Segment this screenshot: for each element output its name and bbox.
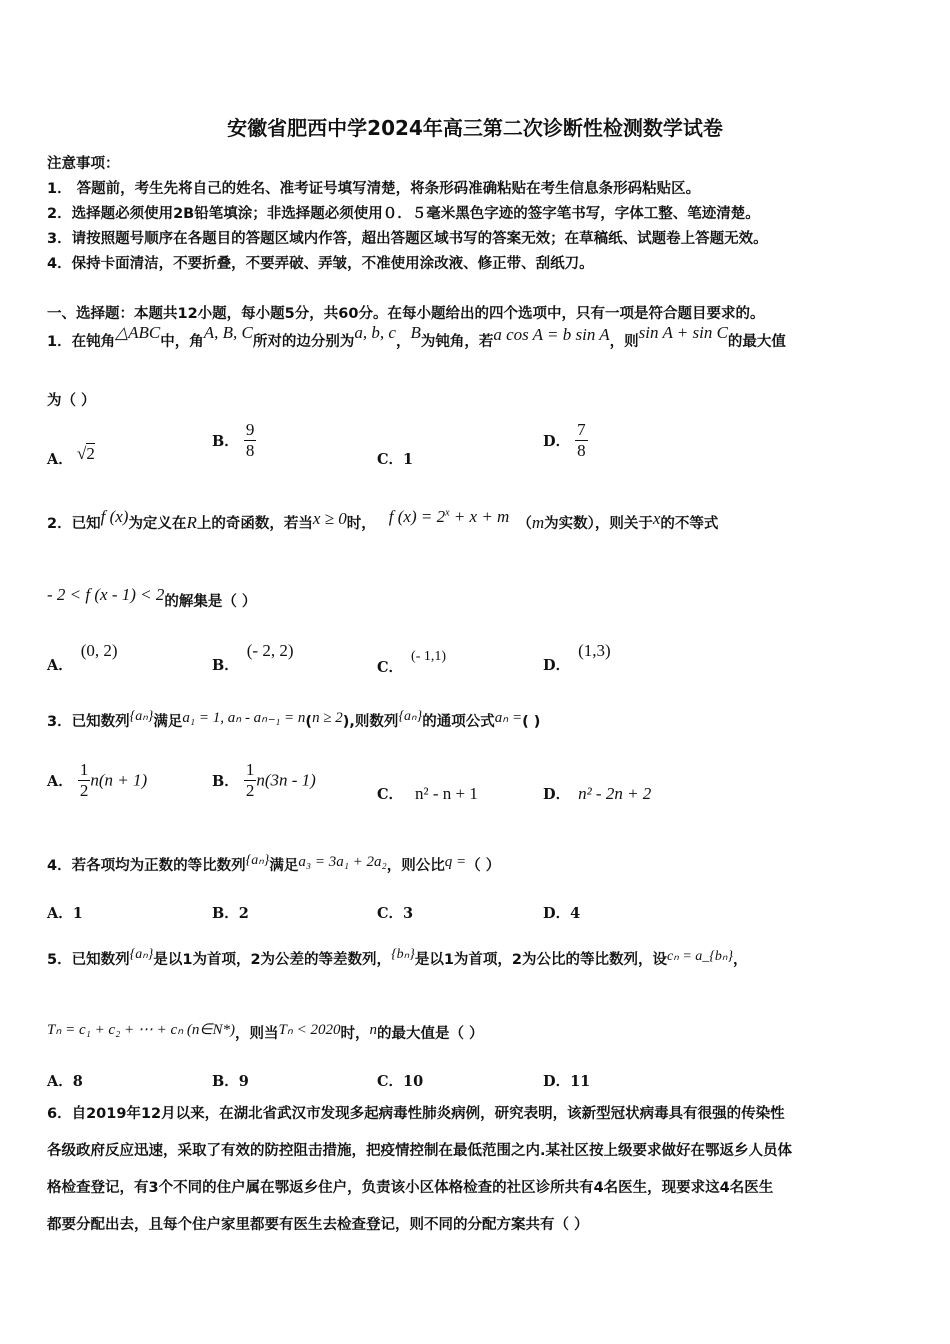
q3-option-c[interactable]: C． n² - n + 1	[377, 784, 478, 803]
question-5-line-2: Tₙ = c₁ + c₂ + ⋯ + cₙ (n∈N*)，则当Tₙ < 2020时，n的最大值是（ ）	[47, 1022, 484, 1042]
q2-option-d[interactable]: D．(1,3)	[543, 641, 611, 674]
notice-item-1: 1． 答题前，考生先将自己的姓名、准考证号填写清楚，将条形码准确粘贴在考生信息条形码粘贴区。	[47, 181, 701, 197]
q1-option-b[interactable]: B． $\frac{9}{8}$	[212, 420, 255, 460]
q1-option-c[interactable]: C．1	[377, 451, 414, 468]
question-1-line-2: 为（ ）	[47, 393, 96, 409]
question-6	[47, 1096, 905, 1244]
q4-option-b[interactable]: B．2	[212, 905, 249, 922]
question-2-line-1: 2．已知f (x)为定义在R上的奇函数，若当x ≥ 0时， f $(x) = 2^x + x + m$ （m为实数），则关于x的不等式	[47, 507, 719, 532]
q1-option-d[interactable]: D． $\frac{7}{8}$	[543, 420, 586, 460]
question-2-line-2: - 2 < f (x - 1) < 2的解集是（ ）	[47, 585, 257, 610]
question-3: 3．已知数列{aₙ}满足a₁ = 1, aₙ - aₙ₋₁ = n(n ≥ 2),则数列{aₙ}的通项公式aₙ =( )	[47, 709, 541, 730]
notice-item-4: 4．保持卡面清洁，不要折叠，不要弄破、弄皱，不准使用涂改液、修正带、刮纸刀。	[47, 256, 594, 272]
question-4: 4．若各项均为正数的等比数列{aₙ}满足a₃ = 3a₁ + 2a₂，则公比q =（ ）	[47, 853, 501, 874]
q4-option-a[interactable]: A．1	[47, 905, 83, 922]
q4-option-c[interactable]: C．3	[377, 905, 414, 922]
q2-option-c[interactable]: C．(- 1,1)	[377, 649, 447, 676]
q2-option-b[interactable]: B．(- 2, 2)	[212, 641, 294, 674]
notice-item-3: 3．请按照题号顺序在各题目的答题区域内作答，超出答题区域书写的答案无效；在草稿纸、试题卷上答题无效。	[47, 231, 768, 247]
page-title: 安徽省肥西中学2024年高三第二次诊断性检测数学试卷	[227, 116, 723, 140]
q3-option-b[interactable]: B． $\frac{1}{2}$ n(3n - 1)	[212, 760, 316, 800]
q2-option-a[interactable]: A．(0, 2)	[47, 641, 118, 674]
q5-option-b[interactable]: B．9	[212, 1073, 249, 1090]
q5-option-c[interactable]: C．10	[377, 1073, 424, 1090]
q4-option-d[interactable]: D．4	[543, 905, 581, 922]
question-6-line-3: 格检查登记，有3个不同的住户属在鄂返乡住户，负责该小区体格检查的社区诊所共有4名医生，现要求这4名医生	[47, 1180, 774, 1196]
notice-heading: 注意事项：	[47, 156, 120, 172]
notice-item-2: 2．选择题必须使用2B铅笔填涂；非选择题必须使用０．５毫米黑色字迹的签字笔书写，字体工整、笔迹清楚。	[47, 206, 760, 222]
question-6-line-2: 各级政府反应迅速，采取了有效的防控阻击措施，把疫情控制在最低范围之内.某社区按上级要求做好在鄂返乡人员体	[47, 1143, 793, 1159]
q5-option-d[interactable]: D．11	[543, 1073, 591, 1090]
question-6-line-1: 6．自2019年12月以来，在湖北省武汉市发现多起病毒性肺炎病例，研究表明，该新型冠状病毒具有很强的传染性	[47, 1106, 785, 1122]
section-heading: 一、选择题：本题共12小题，每小题5分，共60分。在每小题给出的四个选项中，只有一项是符合题目要求的。	[47, 306, 765, 322]
q3-option-d[interactable]: D． n² - 2n + 2	[543, 784, 652, 803]
q5-option-a[interactable]: A．8	[47, 1073, 83, 1090]
question-5-line-1: 5．已知数列{aₙ}是以1为首项，2为公差的等差数列，{bₙ}是以1为首项，2为公比的等比数列，设cₙ = a_{bₙ}，	[47, 947, 748, 968]
question-1-line-1: 1．在钝角△ABC中，角A, B, C所对的边分别为a, b, c，B为钝角，若a cos A = b sin A，则sin A + sin C的最大值	[47, 323, 786, 350]
q3-option-a[interactable]: A． $\frac{1}{2}$ n(n + 1)	[47, 760, 148, 800]
question-6-line-4: 都要分配出去，且每个住户家里都要有医生去检查登记，则不同的分配方案共有（ ）	[47, 1217, 589, 1233]
